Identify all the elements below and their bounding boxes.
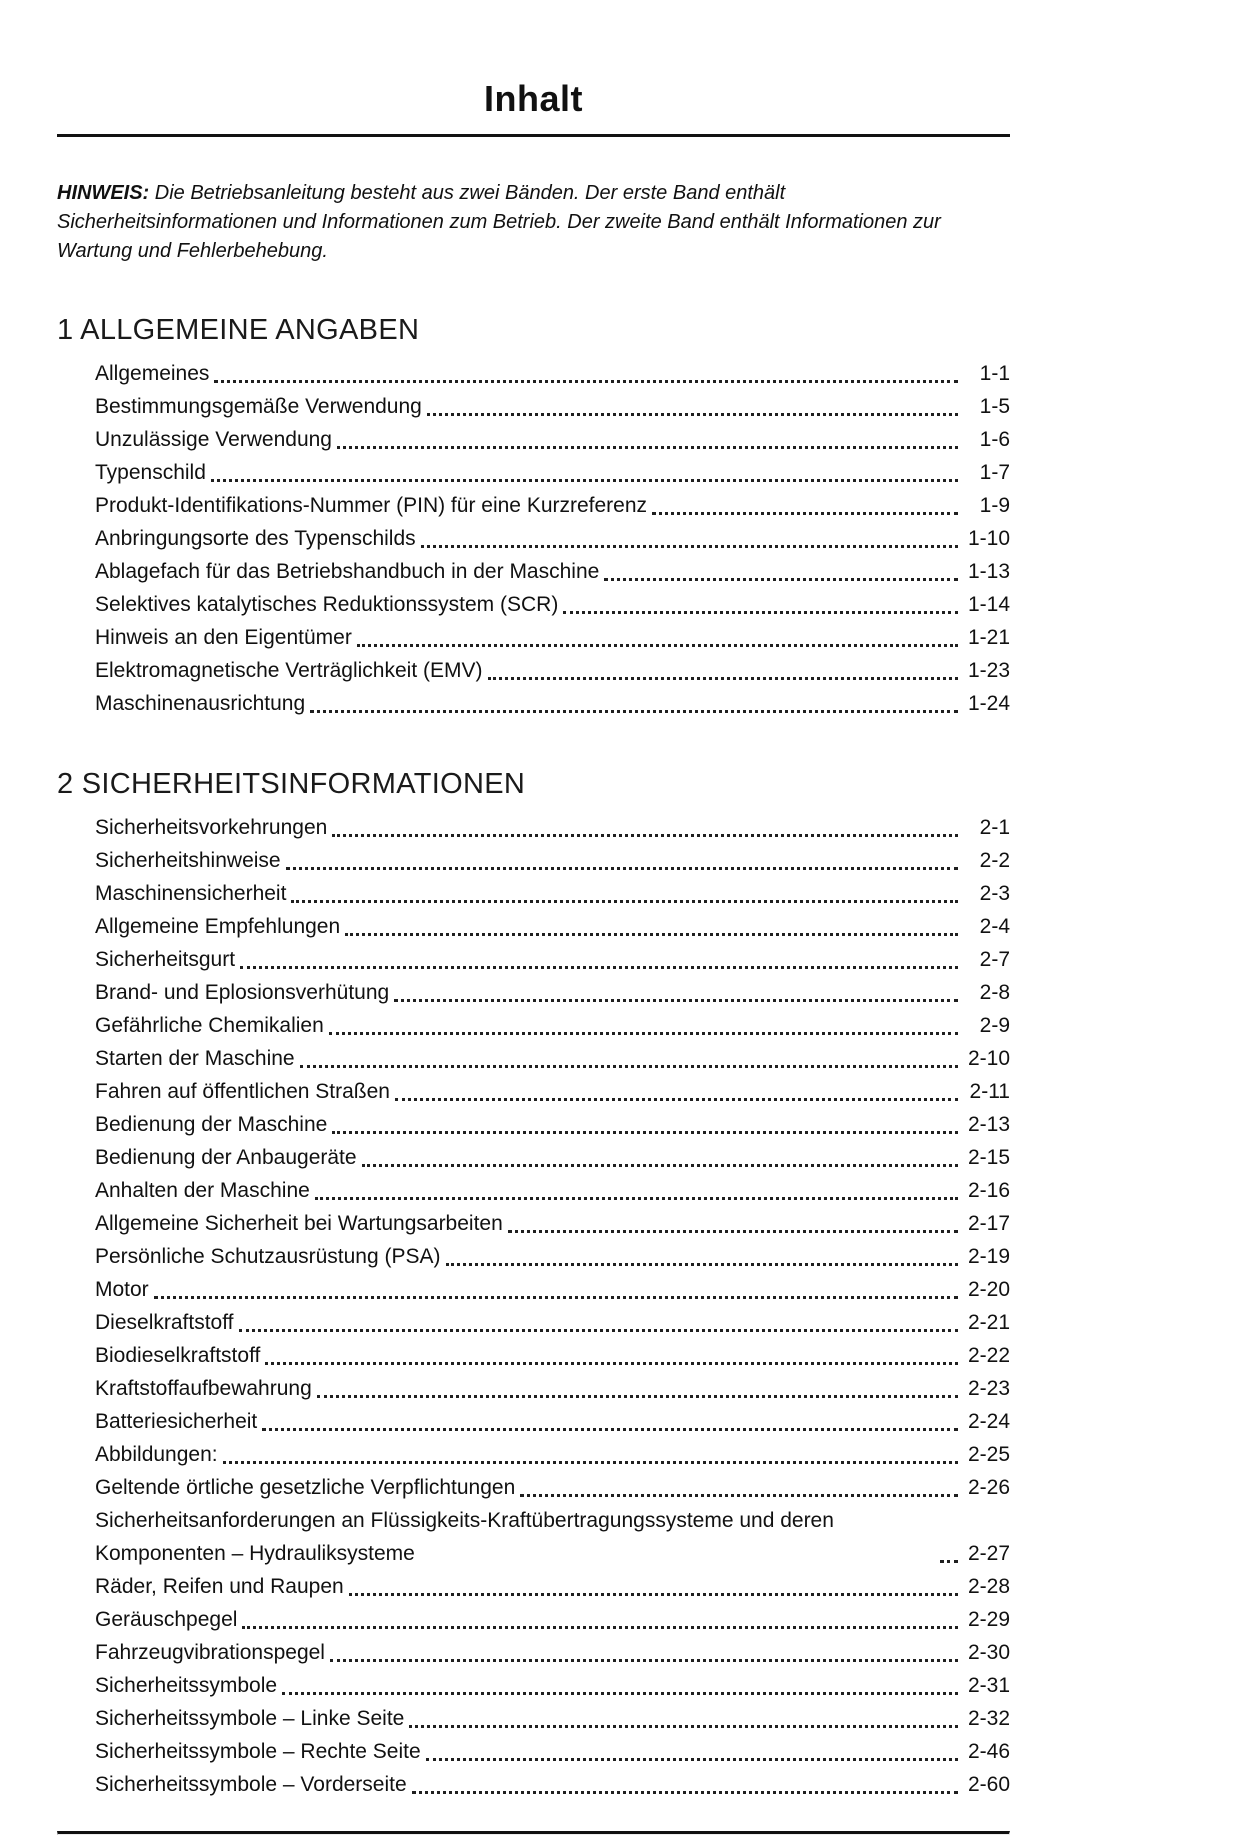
entry-page: 2-13 — [967, 1113, 1010, 1136]
entry-page: 2-30 — [967, 1641, 1010, 1664]
entry-page: 2-46 — [967, 1740, 1010, 1763]
toc-entry — [95, 1471, 1010, 1504]
leader-dots — [604, 578, 958, 581]
leader-dots — [337, 446, 958, 449]
entry-page: 1-7 — [979, 461, 1010, 484]
leader-dots — [446, 1263, 958, 1266]
entry-title: Allgemeine Sicherheit bei Wartungsarbeiten — [95, 1212, 503, 1235]
entry-page: 2-16 — [967, 1179, 1010, 1202]
entry-title: Geräuschpegel — [95, 1608, 238, 1631]
toc-entry — [95, 357, 1010, 390]
entry-page: 2-2 — [979, 849, 1010, 872]
toc-entry — [95, 1207, 1010, 1240]
toc-entry — [95, 1339, 1010, 1372]
entry-title: Bedienung der Anbaugeräte — [95, 1146, 357, 1169]
toc-sections — [57, 314, 1010, 1801]
entry-page: 2-60 — [967, 1773, 1010, 1796]
entry-title: Gefährliche Chemikalien — [95, 1014, 324, 1037]
document-page — [57, 0, 1010, 1835]
entry-page: 2-29 — [967, 1608, 1010, 1631]
toc-entry — [95, 390, 1010, 423]
entry-title: Batteriesicherheit — [95, 1410, 258, 1433]
entry-title: Sicherheitsgurt — [95, 948, 236, 971]
entry-title: Produkt-Identifikations-Nummer (PIN) für eine Kurzreferenz — [95, 494, 648, 517]
toc-entry — [95, 1735, 1010, 1768]
toc-entry — [95, 1405, 1010, 1438]
toc-section — [57, 314, 1010, 720]
entry-title: Ablagefach für das Betriebshandbuch in der Maschine — [95, 560, 600, 583]
leader-dots — [262, 1428, 958, 1431]
leader-dots — [940, 1560, 958, 1563]
toc-entry — [95, 1141, 1010, 1174]
entry-page: 2-31 — [967, 1674, 1010, 1697]
entry-title: Allgemeine Empfehlungen — [95, 915, 341, 938]
toc-entry — [95, 1570, 1010, 1603]
entry-title: Biodieselkraftstoff — [95, 1344, 261, 1367]
entry-page: 2-25 — [967, 1443, 1010, 1466]
entry-page: 1-23 — [967, 659, 1010, 682]
toc-entry — [95, 976, 1010, 1009]
entry-title: Allgemeines — [95, 362, 210, 385]
entry-title: Bedienung der Maschine — [95, 1113, 328, 1136]
entry-title: Sicherheitsanforderungen an Flüssigkeits-Kraftübertragungssysteme und deren Komponenten – Hydrauliksysteme — [95, 1509, 834, 1565]
leader-dots — [211, 479, 958, 482]
leader-dots — [394, 999, 958, 1002]
entry-title: Anbringungsorte des Typenschilds — [95, 527, 416, 550]
entry-title: Selektives katalytisches Reduktionssystem (SCR) — [95, 593, 559, 616]
toc-entry — [95, 844, 1010, 877]
entry-page: 1-10 — [967, 527, 1010, 550]
entry-page: 1-1 — [979, 362, 1010, 385]
toc-entry — [95, 1240, 1010, 1273]
entry-page: 1-21 — [967, 626, 1010, 649]
leader-dots — [240, 966, 958, 969]
leader-dots — [310, 710, 958, 713]
toc-entry — [95, 654, 1010, 687]
entry-page: 2-7 — [979, 948, 1010, 971]
entry-title: Sicherheitssymbole — [95, 1674, 278, 1697]
leader-dots — [300, 1065, 958, 1068]
entry-title: Persönliche Schutzausrüstung (PSA) — [95, 1245, 441, 1268]
toc-entry — [95, 621, 1010, 654]
toc-entry — [95, 423, 1010, 456]
leader-dots — [563, 611, 958, 614]
leader-dots — [265, 1362, 958, 1365]
toc-entry — [95, 910, 1010, 943]
leader-dots — [426, 1758, 958, 1761]
leader-dots — [508, 1230, 958, 1233]
toc-entry — [95, 1009, 1010, 1042]
entry-title: Motor — [95, 1278, 149, 1301]
entry-page: 2-11 — [969, 1080, 1010, 1103]
hinweis-text: Die Betriebsanleitung besteht aus zwei Bänden. Der erste Band enthält Sicherheitsinformationen und Informationen zum Betrieb. Der zweite Band enthält Informationen zur Wartung und Fehlerbehebung. — [57, 182, 941, 262]
toc-entry — [95, 1636, 1010, 1669]
entry-title: Sicherheitsvorkehrungen — [95, 816, 328, 839]
leader-dots — [345, 933, 958, 936]
toc-entry — [95, 1042, 1010, 1075]
leader-dots — [315, 1197, 958, 1200]
leader-dots — [652, 512, 958, 515]
leader-dots — [488, 677, 959, 680]
toc-entry — [95, 877, 1010, 910]
leader-dots — [286, 867, 958, 870]
toc-section — [57, 768, 1010, 1801]
leader-dots — [332, 1131, 958, 1134]
entry-title: Maschinensicherheit — [95, 882, 287, 905]
entry-title: Typenschild — [95, 461, 206, 484]
entry-page: 2-32 — [967, 1707, 1010, 1730]
toc-entry — [95, 1438, 1010, 1471]
toc-entry — [95, 1273, 1010, 1306]
entry-title: Bestimmungsgemäße Verwendung — [95, 395, 422, 418]
leader-dots — [242, 1626, 958, 1629]
toc-entry — [95, 943, 1010, 976]
entry-page: 2-23 — [967, 1377, 1010, 1400]
entry-page: 2-26 — [967, 1476, 1010, 1499]
entry-title: Elektromagnetische Verträglichkeit (EMV) — [95, 659, 483, 682]
page-title: Inhalt — [484, 78, 583, 119]
leader-dots — [395, 1098, 958, 1101]
hinweis-note — [57, 179, 1010, 266]
entry-title: Maschinenausrichtung — [95, 692, 306, 715]
leader-dots — [330, 1659, 958, 1662]
entry-page: 1-5 — [979, 395, 1010, 418]
leader-dots — [412, 1791, 958, 1794]
entry-page: 1-13 — [967, 560, 1010, 583]
toc-entry — [95, 1372, 1010, 1405]
toc-entry — [95, 1603, 1010, 1636]
toc-entry — [95, 588, 1010, 621]
entry-title: Sicherheitssymbole – Vorderseite — [95, 1773, 407, 1796]
leader-dots — [214, 380, 958, 383]
leader-dots — [409, 1725, 958, 1728]
entry-page: 2-17 — [967, 1212, 1010, 1235]
toc-entry — [95, 522, 1010, 555]
entry-page: 1-24 — [967, 692, 1010, 715]
leader-dots — [332, 834, 958, 837]
entry-page: 2-27 — [967, 1542, 1010, 1565]
toc-entry — [95, 456, 1010, 489]
entry-page: 2-22 — [967, 1344, 1010, 1367]
entry-page: 2-10 — [967, 1047, 1010, 1070]
bottom-divider — [57, 1831, 1010, 1835]
entry-title: Hinweis an den Eigentümer — [95, 626, 352, 649]
entry-page: 2-9 — [979, 1014, 1010, 1037]
toc-entry — [95, 1108, 1010, 1141]
entry-page: 1-14 — [967, 593, 1010, 616]
leader-dots — [520, 1494, 958, 1497]
section-entries — [57, 357, 1010, 720]
entry-title: Sicherheitshinweise — [95, 849, 281, 872]
entry-page: 2-21 — [967, 1311, 1010, 1334]
entry-page: 2-24 — [967, 1410, 1010, 1433]
leader-dots — [239, 1329, 959, 1332]
leader-dots — [154, 1296, 958, 1299]
section-heading: 1 ALLGEMEINE ANGABEN — [57, 314, 420, 346]
entry-page: 1-9 — [979, 494, 1010, 517]
toc-entry — [95, 687, 1010, 720]
title-divider — [57, 134, 1010, 137]
toc-entry — [95, 1669, 1010, 1702]
toc-entry — [95, 811, 1010, 844]
entry-page: 1-6 — [979, 428, 1010, 451]
entry-title: Abbildungen: — [95, 1443, 218, 1466]
entry-page: 2-1 — [979, 816, 1010, 839]
toc-entry — [95, 1174, 1010, 1207]
toc-entry — [95, 1306, 1010, 1339]
hinweis-label: HINWEIS: — [57, 182, 150, 204]
toc-entry — [95, 1768, 1010, 1801]
entry-title: Fahrzeugvibrationspegel — [95, 1641, 325, 1664]
entry-title: Anhalten der Maschine — [95, 1179, 310, 1202]
leader-dots — [349, 1593, 958, 1596]
entry-page: 2-19 — [967, 1245, 1010, 1268]
leader-dots — [317, 1395, 958, 1398]
entry-title: Sicherheitssymbole – Rechte Seite — [95, 1740, 421, 1763]
entry-page: 2-4 — [979, 915, 1010, 938]
entry-title: Dieselkraftstoff — [95, 1311, 234, 1334]
entry-page: 2-8 — [979, 981, 1010, 1004]
leader-dots — [282, 1692, 958, 1695]
entry-title: Starten der Maschine — [95, 1047, 295, 1070]
entry-page: 2-15 — [967, 1146, 1010, 1169]
entry-title: Geltende örtliche gesetzliche Verpflichtungen — [95, 1476, 516, 1499]
leader-dots — [421, 545, 958, 548]
entry-title: Räder, Reifen und Raupen — [95, 1575, 344, 1598]
entry-page: 2-28 — [967, 1575, 1010, 1598]
entry-title: Brand- und Eplosionsverhütung — [95, 981, 390, 1004]
leader-dots — [362, 1164, 958, 1167]
entry-title: Unzulässige Verwendung — [95, 428, 332, 451]
toc-entry — [95, 1504, 1010, 1570]
entry-title: Sicherheitssymbole – Linke Seite — [95, 1707, 405, 1730]
entry-title: Fahren auf öffentlichen Straßen — [95, 1080, 390, 1103]
section-entries — [57, 811, 1010, 1801]
entry-title: Kraftstoffaufbewahrung — [95, 1377, 312, 1400]
leader-dots — [223, 1461, 958, 1464]
leader-dots — [357, 644, 958, 647]
toc-entry — [95, 1702, 1010, 1735]
toc-entry — [95, 489, 1010, 522]
leader-dots — [329, 1032, 958, 1035]
entry-page: 2-20 — [967, 1278, 1010, 1301]
toc-entry — [95, 555, 1010, 588]
entry-page: 2-3 — [979, 882, 1010, 905]
toc-entry — [95, 1075, 1010, 1108]
section-heading: 2 SICHERHEITSINFORMATIONEN — [57, 768, 526, 800]
leader-dots — [427, 413, 958, 416]
leader-dots — [291, 900, 958, 903]
